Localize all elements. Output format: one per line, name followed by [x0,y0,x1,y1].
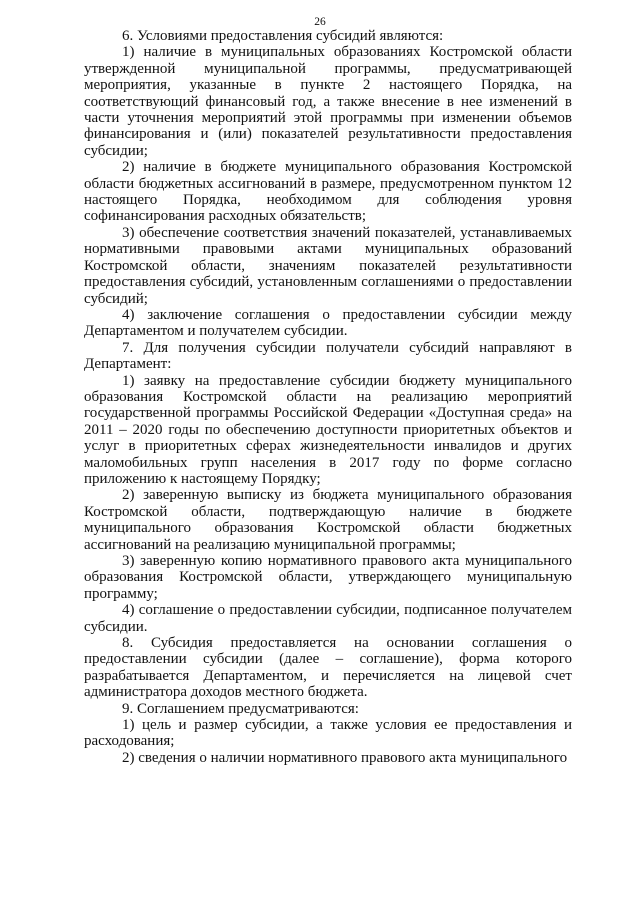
paragraph-9-item-2: 2) сведения о наличии нормативного правового акта муниципального [122,749,568,766]
paragraph-7-intro: 7. Для получения субсидии получатели субсидий направляют в Департамент: [84,339,572,373]
paragraph-6-item-3: 3) обеспечение соответствия значений показателей, устанавливаемых нормативными правовыми актами муниципальных образований Костромской области, значениям показателей результативности предоставления субсидий, установленным соглашениями о предоставлении субсидий; [84,224,572,307]
paragraph-6-item-1: 1) наличие в муниципальных образованиях Костромской области утвержденной муниципальной программы, предусматривающей мероприятия, указанные в пункте 2 настоящего Порядка, на соответствующий финансовый год, а также внесение в нее изменений в части уточнения мероприятий этой программы при изменении объемов финансирования и (или) показателей результативности предоставления субсидии; [84,44,572,159]
paragraph-8: 8. Субсидия предоставляется на основании соглашения о предоставлении субсидии (далее – соглашение), форма которого разрабатывается Департаментом, и перечисляется на лицевой счет администратора доходов местного бюджета. [84,635,572,701]
paragraph-6-item-2: 2) наличие в бюджете муниципального образования Костромской области бюджетных ассигнований в размере, предусмотренном пунктом 12 настоящего Порядка, необходимом для соблюдения уровня софинансирования расходных обязательств; [84,159,572,225]
page-number: 26 [314,16,326,28]
paragraph-7-item-3: 3) заверенную копию нормативного правового акта муниципального образования Костромской области, утверждающего муниципальную программу; [84,553,572,602]
paragraph-9-intro: 9. Соглашением предусматриваются: [122,700,359,717]
paragraph-6-intro: 6. Условиями предоставления субсидий являются: [122,28,444,44]
paragraph-9-item-1: 1) цель и размер субсидии, а также условия ее предоставления и расходования; [84,717,572,750]
paragraph-7-item-1: 1) заявку на предоставление субсидии бюджету муниципального образования Костромской области на реализацию мероприятий государственной программы Российской Федерации «Доступная среда» на 2011 – 2020 годы по обеспечению доступности приоритетных объектов и услуг в приоритетных сферах жизнедеятельности инвалидов и других маломобильных групп населения в 2017 году по форме согласно приложению к настоящему Порядку; [84,372,572,487]
paragraph-6-item-4: 4) заключение соглашения о предоставлении субсидии между Департаментом и получателем субсидии. [84,306,572,340]
paragraph-7-item-2: 2) заверенную выписку из бюджета муниципального образования Костромской области, подтверждающую наличие в бюджете муниципального образования Костромской области бюджетных ассигнований на реализацию муниципальной программы; [84,487,572,553]
paragraph-7-item-4: 4) соглашение о предоставлении субсидии, подписанное получателем субсидии. [84,602,572,635]
document-body [84,28,572,766]
